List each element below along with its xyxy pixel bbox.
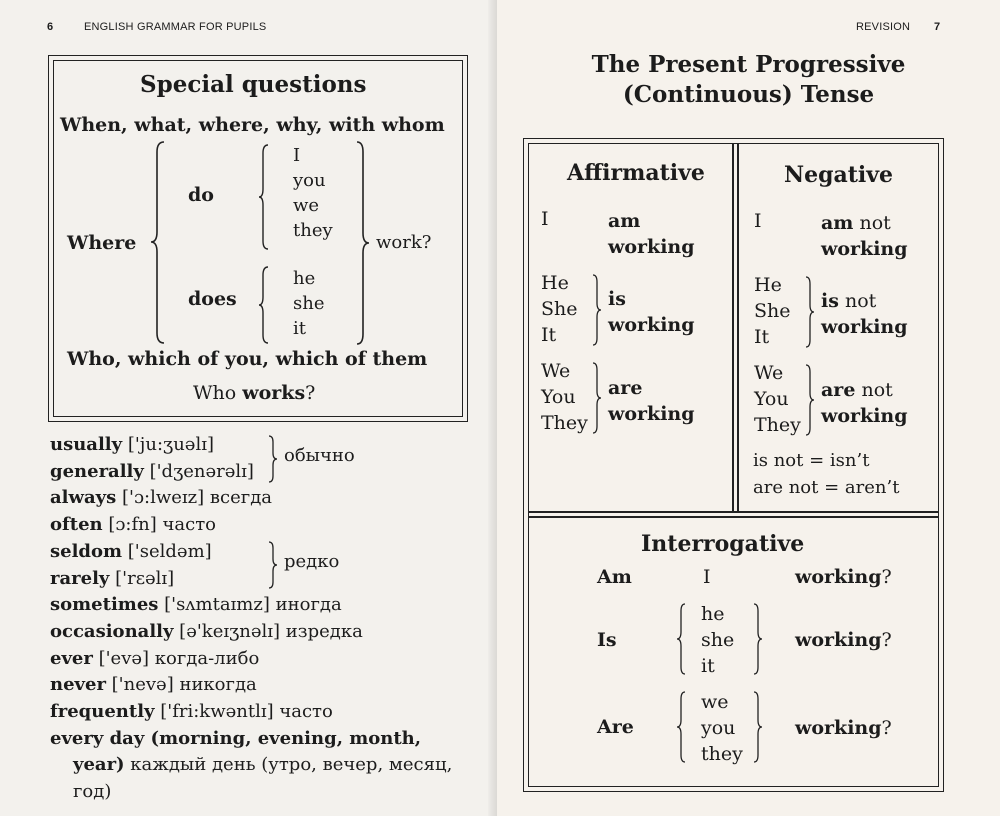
list-item: frequently ['fri:kwəntlɪ] часто [50,701,333,723]
aff-pronoun-i: I [541,208,549,230]
int-are-right-brace-icon [751,690,765,764]
neg-pronoun-i: I [754,210,762,232]
do-subject: we [293,195,320,216]
list-item: rarely ['rɛəlɪ] [50,567,175,589]
list-item: occasionally [ə'keɪʒnəlɪ] изредка [50,620,363,642]
int-am: Am [597,566,632,588]
aff-is-brace-icon [590,273,604,347]
column-divider [732,143,734,513]
affirmative-heading: Affirmative [567,160,705,186]
aff-we-you-they: We You They [541,360,588,434]
does-subject: she [293,293,325,314]
list-item: always ['ɔ:lweɪz] всегда [50,487,273,509]
neg-we-you-they: We You They [754,362,801,436]
neg-are-brace-icon [803,363,817,437]
page-number-right: 7 [934,21,941,33]
list-item: generally ['dʒenərəlɪ] [50,460,254,482]
neg-he-she-it: He She It [754,274,791,348]
obychno-brace-icon [266,434,280,484]
redko-label: редко [284,551,340,572]
running-header-right: REVISION [856,21,911,33]
who-works-line: Who works? [193,382,316,404]
redko-brace-icon [266,540,280,590]
left-page [0,0,497,816]
contraction-isnt: is not = isn’t [753,450,870,471]
does-label: does [188,288,237,310]
aff-are-brace-icon [590,361,604,435]
list-item: seldom ['seldəm] [50,540,212,562]
who-which-line: Who, which of you, which of them [67,348,428,370]
aff-are-working: are working [608,377,695,425]
question-words-line: When, what, where, why, with whom [60,114,445,136]
int-are-left-brace-icon [674,690,688,764]
subjects-right-brace-icon [354,140,372,346]
list-item: sometimes ['sʌmtaɪmz] иногда [50,594,342,616]
aff-am-working: am working [608,210,695,258]
does-subjects-list [293,266,324,341]
neg-are-not-working: are not working [821,379,908,427]
contraction-arent: are not = aren’t [753,477,900,498]
int-pronoun-i: I [703,566,711,588]
neg-is-not-working: is not working [821,290,908,338]
negative-heading: Negative [784,162,894,188]
do-subject: you [293,170,326,191]
list-item: often [ɔ:fn] часто [50,514,217,536]
column-divider [737,143,739,513]
row-divider [528,516,939,518]
list-item: ever ['evə] когда-либо [50,647,260,669]
int-are: Are [597,716,634,738]
aff-is-working: is working [608,288,695,336]
special-questions-title: Special questions [140,71,367,98]
neg-is-brace-icon [803,275,817,349]
neg-am-not-working: am not working [821,212,908,260]
does-subject: it [293,318,306,339]
does-subject: he [293,268,316,289]
page-number-left: 6 [47,21,54,33]
list-item: year) каждый день (утро, вечер, месяц, [73,754,453,776]
work-verb: work? [376,232,432,253]
list-item: every day (morning, evening, month, [50,727,422,749]
where-brace-icon [149,140,169,345]
int-is-subjects: he she it [701,603,735,677]
running-header-left: ENGLISH GRAMMAR FOR PUPILS [84,21,267,33]
right-page [497,0,1000,816]
int-is-working: working? [795,629,892,651]
aff-he-she-it: He She It [541,272,578,346]
do-subjects-list [293,143,333,243]
row-divider [528,511,939,513]
interrogative-heading: Interrogative [641,531,805,557]
int-is-right-brace-icon [751,602,765,676]
do-subject: I [293,145,301,166]
where-label: Where [67,232,137,254]
does-subjects-left-brace-icon [257,265,271,345]
adverbs-list [50,432,452,806]
do-label: do [188,184,214,206]
tense-title: The Present Progressive (Continuous) Tense [591,51,906,108]
do-subject: they [293,220,333,241]
int-are-working: working? [795,717,892,739]
list-item: never ['nevə] никогда [50,674,257,696]
int-is-left-brace-icon [674,602,688,676]
int-is: Is [597,629,617,651]
int-am-working: working? [795,566,892,588]
list-item: usually ['ju:ʒuəlɪ] [50,434,214,455]
int-are-subjects: we you they [701,691,743,765]
obychno-label: обычно [284,445,355,466]
list-item: год) [73,781,112,803]
do-subjects-left-brace-icon [257,143,271,251]
